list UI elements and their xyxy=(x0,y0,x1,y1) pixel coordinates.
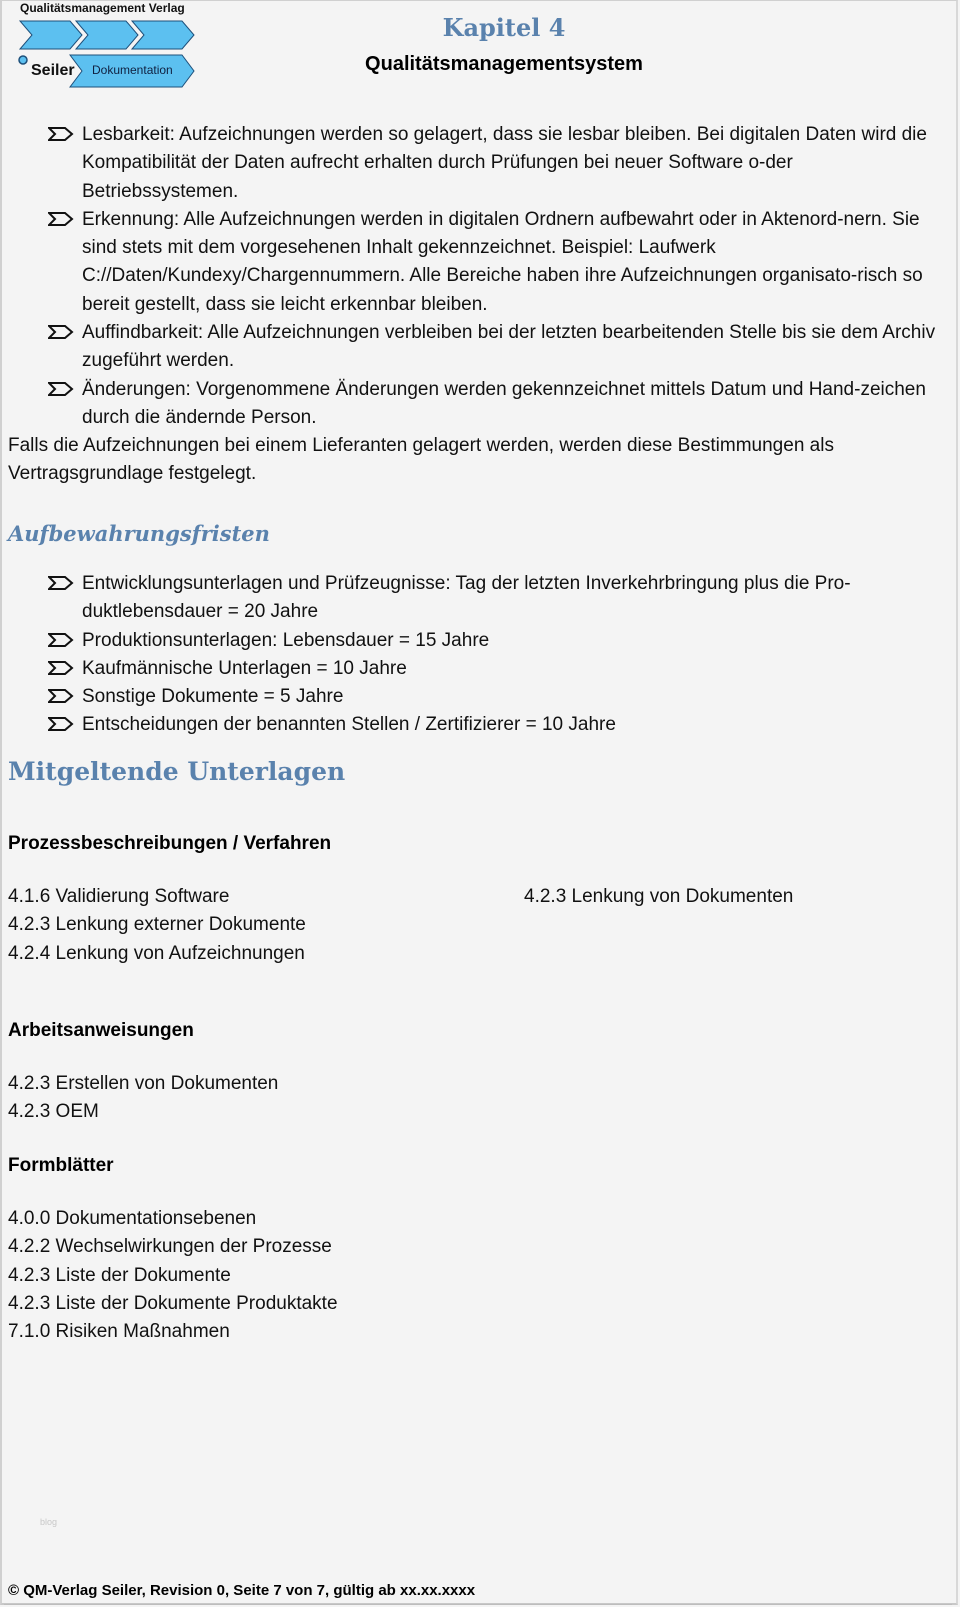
list-item: 4.2.4 Lenkung von Aufzeichnungen xyxy=(8,942,305,964)
arrow-bullet-icon xyxy=(48,211,74,227)
publisher-name: Qualitätsmanagement Verlag xyxy=(20,1,185,15)
list-item: Entwicklungsunterlagen und Prüfzeugnisse: Tag der letzten Inverkehrbringung plus die Pro-duktlebensdauer = 20 Jahre xyxy=(48,570,938,627)
list-item: 4.1.6 Validierung Software xyxy=(8,886,230,907)
list-item: 4.2.3 Liste der Dokumente Produktakte xyxy=(8,1292,338,1314)
forms-heading: Formblätter xyxy=(8,1155,114,1176)
list-item: Lesbarkeit: Aufzeichnungen werden so gelagert, dass sie lesbar bleiben. Bei digitalen Daten wird die Kompatibilität der Daten aufrecht erhalten durch Prüfungen bei neuer Software o-der Betriebssystemen. xyxy=(48,121,938,206)
process-list-column-2 xyxy=(524,883,793,911)
arrow-bullet-icon xyxy=(48,660,74,676)
arrow-bullet-icon xyxy=(48,632,74,648)
retention-heading: Aufbewahrungsfristen xyxy=(8,521,270,546)
logo-documentation-label: Dokumentation xyxy=(92,63,173,77)
arrow-bullet-icon xyxy=(48,324,74,340)
list-item: 4.2.3 Lenkung externer Dokumente xyxy=(8,914,306,936)
arrow-bullet-icon xyxy=(48,716,74,732)
list-item: Auffindbarkeit: Alle Aufzeichnungen verbleiben bei der letzten bearbeitenden Stelle bis sie dem Archiv zugeführt werden. xyxy=(48,319,938,376)
list-item: Kaufmännische Unterlagen = 10 Jahre xyxy=(48,655,938,683)
list-item: 4.2.3 Lenkung von Dokumenten xyxy=(524,886,794,907)
list-item: Entscheidungen der benannten Stellen / Zertifizierer = 10 Jahre xyxy=(48,711,938,739)
arrow-bullet-icon xyxy=(48,688,74,704)
work-instructions-heading: Arbeitsanweisungen xyxy=(8,1020,194,1041)
chapter-title: Kapitel 4 xyxy=(442,13,566,42)
list-item: 4.2.2 Wechselwirkungen der Prozesse xyxy=(8,1236,332,1258)
page-footer: © QM-Verlag Seiler, Revision 0, Seite 7 von 7, gültig ab xx.xx.xxxx xyxy=(8,1582,476,1599)
arrow-bullet-icon xyxy=(48,575,74,591)
list-item: Sonstige Dokumente = 5 Jahre xyxy=(48,683,938,711)
work-instructions-list xyxy=(8,1070,278,1127)
list-item: 4.2.3 Erstellen von Dokumenten xyxy=(8,1073,279,1094)
process-descriptions-heading: Prozessbeschreibungen / Verfahren xyxy=(8,833,332,854)
list-item: 4.0.0 Dokumentationsebenen xyxy=(8,1208,257,1229)
list-item: Änderungen: Vorgenommene Änderungen werden gekennzeichnet mittels Datum und Hand-zeichen durch die ändernde Person. xyxy=(48,376,938,433)
process-list-column-1 xyxy=(8,883,306,968)
list-item: 7.1.0 Risiken Maßnahmen xyxy=(8,1321,230,1343)
forms-list xyxy=(8,1205,338,1346)
arrow-bullet-icon xyxy=(48,126,74,142)
watermark-text: blog xyxy=(40,1517,58,1527)
retention-list xyxy=(48,570,938,740)
list-item: Erkennung: Alle Aufzeichnungen werden in digitalen Ordnern aufbewahrt oder in Aktenord-nern. Sie sind stets mit dem vorgesehenen Inhalt gekennzeichnet. Beispiel: Laufwerk C://Daten/Kundexy/Chargennummern. Alle Bereiche haben ihre Aufzeichnungen organisato-risch so bereit gestellt, dass sie leicht erkennbar bleiben. xyxy=(48,206,938,319)
footer-divider xyxy=(4,1604,952,1605)
list-item: Produktionsunterlagen: Lebensdauer = 15 Jahre xyxy=(48,627,938,655)
record-rules-list xyxy=(48,121,938,432)
document-subtitle: Qualitätsmanagementsystem xyxy=(365,53,643,75)
list-item: 4.2.3 Liste der Dokumente xyxy=(8,1264,231,1286)
list-item: 4.2.3 OEM xyxy=(8,1101,99,1123)
supplier-paragraph: Falls die Aufzeichnungen bei einem Lieferanten gelagert werden, werden diese Bestimmungen als Vertragsgrundlage festgelegt. xyxy=(8,435,834,485)
logo-seiler-text: Seiler xyxy=(31,62,75,79)
arrow-bullet-icon xyxy=(48,381,74,397)
related-documents-heading: Mitgeltende Unterlagen xyxy=(8,757,346,786)
